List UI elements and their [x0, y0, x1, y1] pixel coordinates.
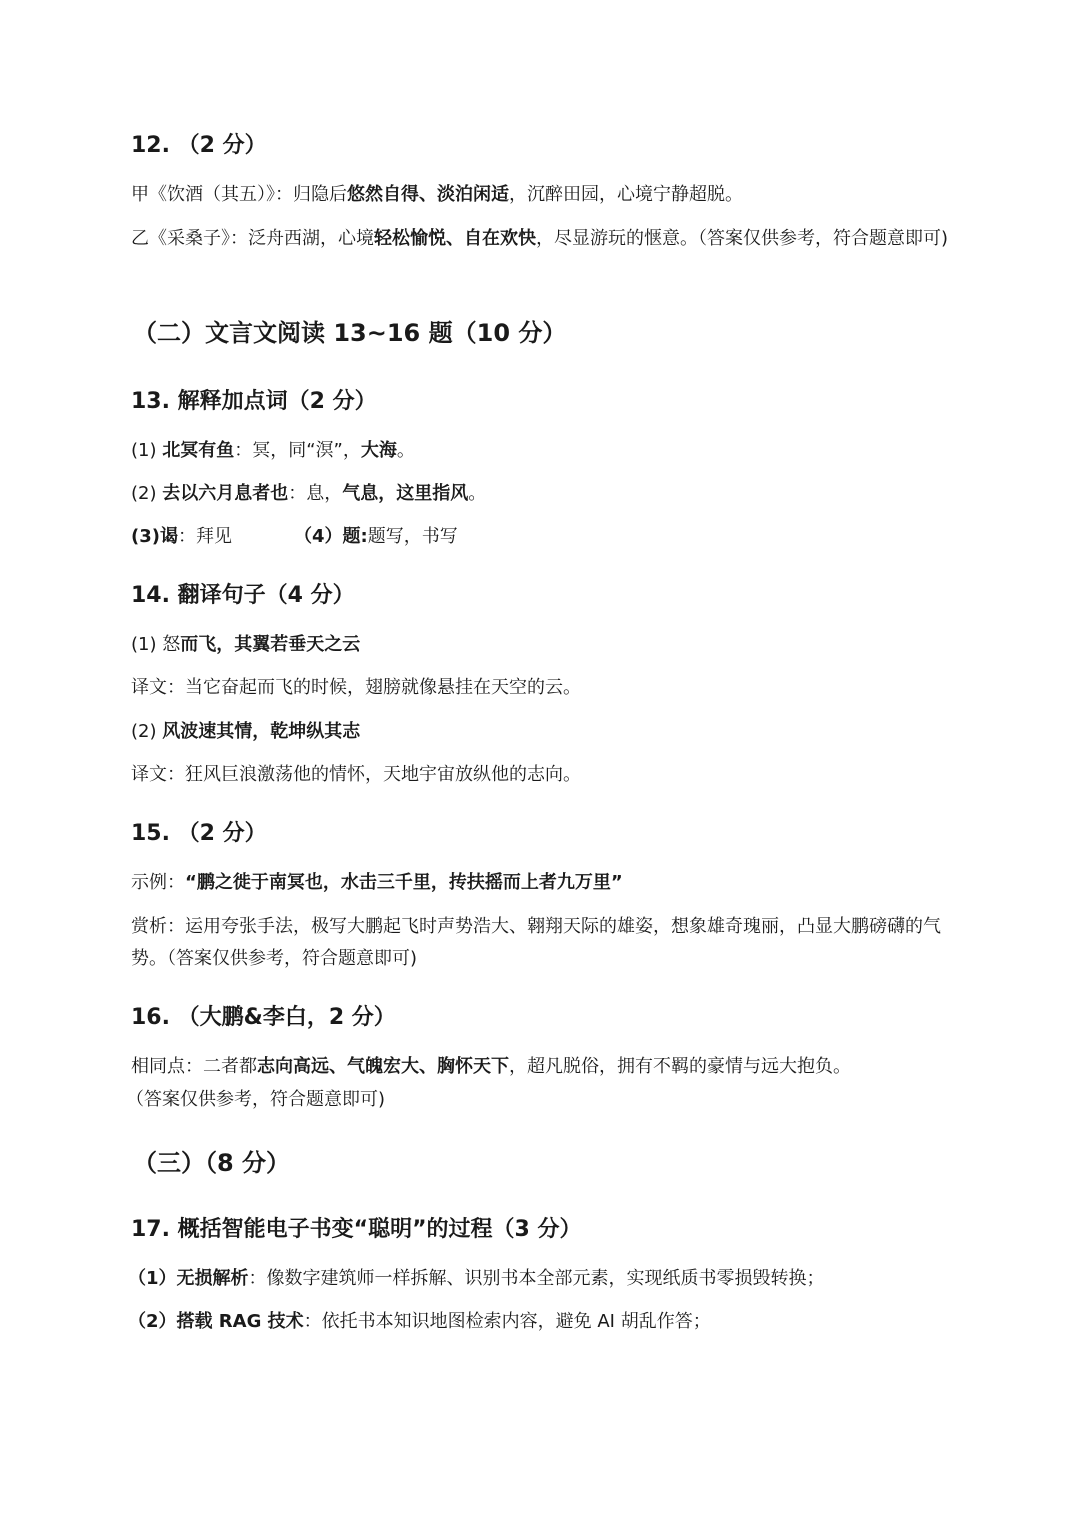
q14-heading: 14. 翻译句子（4 分） — [131, 583, 355, 608]
q13-item1-meaning: 大海 — [360, 440, 397, 461]
section3-heading: （三）（8 分） — [133, 1149, 291, 1177]
q12-jia-line — [131, 179, 961, 211]
q17-p1-label: （1）无损解析 — [128, 1268, 249, 1289]
q14-sentence2 — [131, 716, 961, 748]
q13-item2-end: 。 — [468, 483, 487, 504]
q13-item2-phrase: 去以六月息者也 — [162, 483, 289, 504]
q12-yi-suffix: ，尽显游玩的惬意。（答案仅供参考，符合题意即可) — [536, 228, 949, 249]
q12-jia-keywords: 悠然自得、淡泊闲适 — [347, 184, 509, 205]
q12-jia-suffix: ，沉醉田园，心境宁静超脱。 — [509, 184, 743, 205]
q14-s1-plain: (1) 怒 — [131, 634, 181, 655]
q16-same-suffix: ，超凡脱俗，拥有不羁的豪情与远大抱负。 — [509, 1056, 851, 1077]
q14-s2-plain: (2) — [131, 721, 163, 742]
q13-item1-end: 。 — [396, 440, 415, 461]
q14-translation2: 译文：狂风巨浪激荡他的情怀，天地宇宙放纵他的志向。 — [131, 764, 581, 785]
q12-yi-keywords: 轻松愉悦、自在欢快 — [374, 228, 536, 249]
q16-heading: 16. （大鹏&李白，2 分） — [131, 1005, 396, 1030]
q14-s1-bold: 而飞，其翼若垂天之云 — [180, 634, 361, 655]
q13-item1-mid: ：冥，同“溟”， — [234, 440, 361, 461]
q17-heading: 17. 概括智能电子书变“聪明”的过程（3 分） — [131, 1217, 582, 1242]
q17-p1-text: ：像数字建筑师一样拆解、识别书本全部元素，实现纸质书零损毁转换； — [248, 1268, 825, 1289]
q16-same-point — [131, 1051, 961, 1083]
q12-yi-prefix: 乙《采桑子》：泛舟西湖，心境 — [131, 228, 374, 249]
q13-item1 — [131, 435, 961, 467]
q13-item3-text: ：拜见 — [177, 526, 232, 547]
q15-example-quote: “鹏之徙于南冥也，水击三千里，抟扶摇而上者九万里” — [185, 872, 623, 893]
q15-analysis: 赏析：运用夸张手法，极写大鹏起飞时声势浩大、翱翔天际的雄姿，想象雄奇瑰丽，凸显大鹏磅礴的气势。（答案仅供参考，符合题意即可) — [131, 916, 941, 969]
q13-heading: 13. 解释加点词（2 分） — [131, 389, 377, 414]
q13-item2-meaning: 气息，这里指风 — [342, 483, 469, 504]
q13-items-3-4 — [131, 521, 961, 553]
q15-heading: 15. （2 分） — [131, 821, 267, 846]
q15-example-prefix: 示例： — [131, 872, 185, 893]
q13-item2 — [131, 478, 961, 510]
q12-yi-line — [131, 223, 961, 255]
q16-note: （答案仅供参考，符合题意即可) — [126, 1089, 386, 1110]
q17-point2 — [128, 1306, 958, 1338]
q14-s2-bold: 风波速其情，乾坤纵其志 — [162, 721, 361, 742]
q16-same-prefix: 相同点：二者都 — [131, 1056, 257, 1077]
q12-jia-prefix: 甲《饮酒（其五）》：归隐后 — [131, 184, 347, 205]
q13-item4-text: 题写，书写 — [367, 526, 458, 547]
q13-item2-mid: ：息， — [288, 483, 343, 504]
q16-same-keywords: 志向高远、气魄宏大、胸怀天下 — [257, 1056, 509, 1077]
q13-item1-num: (1) — [131, 440, 163, 461]
q12-heading: 12. （2 分） — [131, 133, 267, 158]
section2-heading: （二）文言文阅读 13~16 题（10 分） — [133, 319, 567, 347]
q13-item3-word: (3)谒 — [131, 526, 178, 547]
q17-p2-label: （2）搭载 RAG 技术 — [128, 1311, 304, 1332]
q14-translation1: 译文：当它奋起而飞的时候，翅膀就像悬挂在天空的云。 — [131, 677, 581, 698]
q13-item4-word: （4）题: — [293, 526, 368, 547]
q13-item1-phrase: 北冥有鱼 — [162, 440, 235, 461]
q13-item2-num: (2) — [131, 483, 163, 504]
q15-example — [131, 867, 961, 899]
q17-p2-text: ：依托书本知识地图检索内容，避免 AI 胡乱作答； — [303, 1311, 711, 1332]
q17-point1 — [128, 1263, 958, 1295]
q14-sentence1 — [131, 629, 961, 661]
